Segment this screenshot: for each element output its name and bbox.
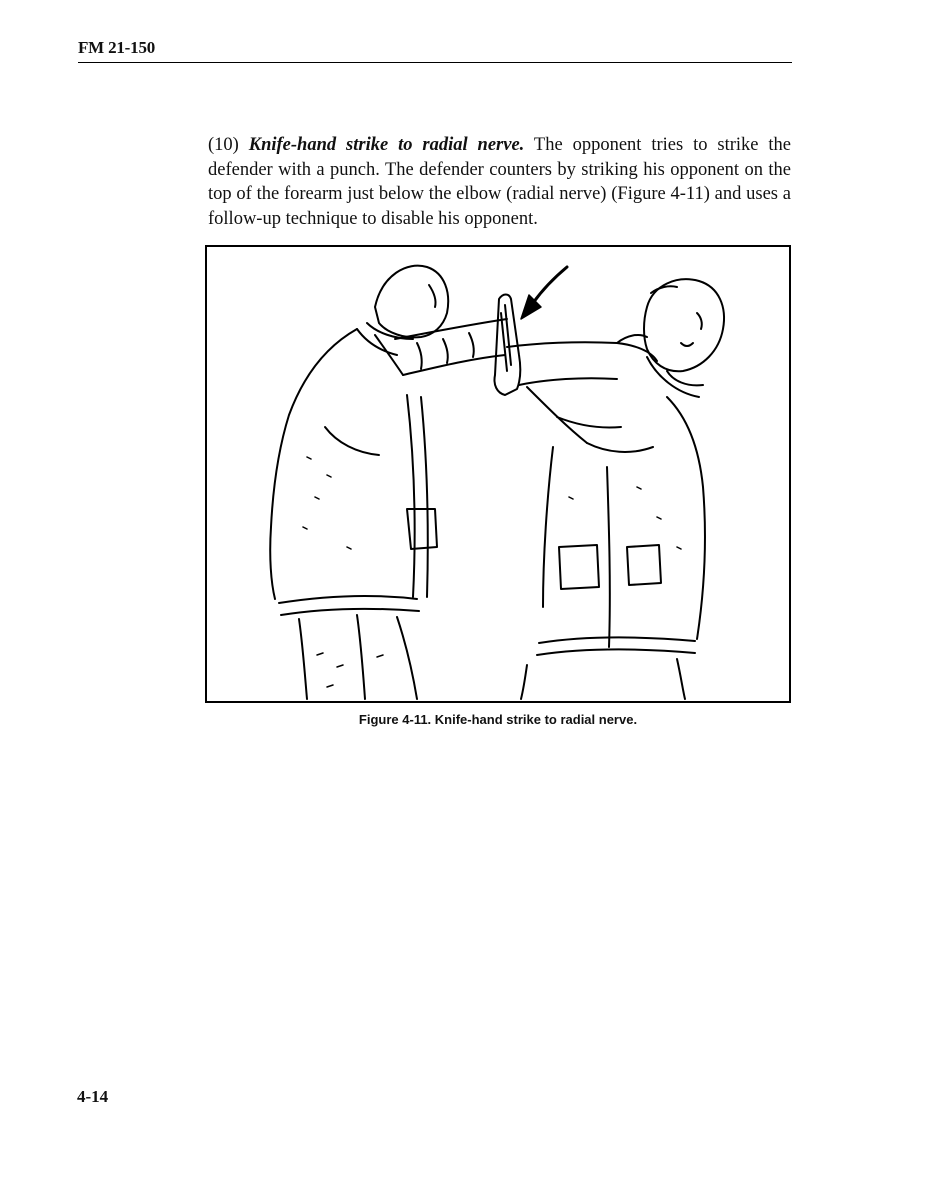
- paragraph-heading: Knife-hand strike to radial nerve.: [248, 135, 525, 155]
- body-paragraph: [208, 133, 791, 231]
- figure-caption: Figure 4-11. Knife-hand strike to radial nerve.: [358, 712, 638, 727]
- attacker-figure: [270, 266, 507, 699]
- running-header: FM 21-150: [78, 38, 156, 57]
- knife-hand: [494, 295, 520, 396]
- page-number: 4-14: [77, 1087, 109, 1106]
- defender-figure: [507, 279, 724, 699]
- paragraph-number: (10): [208, 135, 239, 155]
- figure-frame: [205, 245, 791, 703]
- header-rule: [78, 62, 792, 63]
- strike-arrow-icon: [521, 267, 567, 319]
- figure-illustration: [207, 247, 789, 701]
- paragraph-text: The opponent tries to strike the defender with a punch. The defender counters by striking his opponent on the top of the forearm just below the elbow (radial nerve) (Figure 4-11) and uses a follow-up technique to disable his opponent.: [208, 135, 792, 229]
